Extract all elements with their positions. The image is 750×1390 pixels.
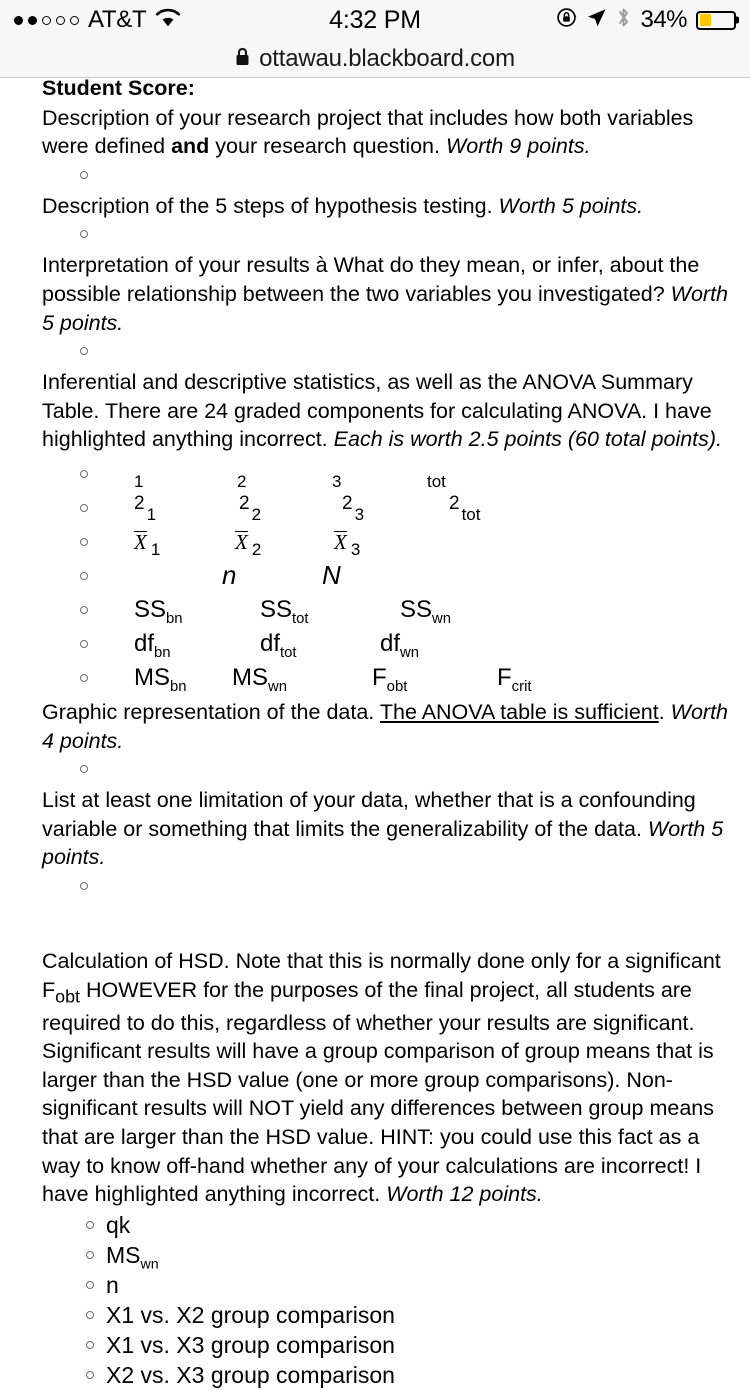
bullet-circle-icon bbox=[80, 882, 88, 890]
rubric-item-hypothesis-steps: Description of the 5 steps of hypothesis testing. Worth 5 points. bbox=[42, 193, 644, 218]
sub-bullet-empty bbox=[42, 756, 742, 786]
sum-squared-notation: $2_1$ bbox=[134, 492, 157, 524]
rubric-item-inferential-stats: Inferential and descriptive statistics, as well as the ANOVA Summary Table. There are 24 graded components for calculating ANOVA. I have highlighted anything incorrect. Each is worth 2.5 points (60 total points). bbox=[42, 370, 723, 452]
hsd-component-x1-vs-x2 bbox=[42, 1300, 742, 1330]
hsd-components-list bbox=[42, 1210, 742, 1390]
bullet-circle-icon bbox=[80, 504, 88, 512]
notation-row-ss-row bbox=[42, 594, 742, 628]
url-text: ottawau.blackboard.com bbox=[259, 44, 515, 72]
bullet-circle-icon bbox=[80, 538, 88, 546]
bullet-circle-icon bbox=[80, 765, 88, 773]
sum-subscript: tot bbox=[427, 471, 446, 491]
status-bar-left bbox=[14, 6, 329, 34]
sample-mean-notation: X $_2$ bbox=[235, 529, 262, 559]
rotation-lock-icon bbox=[556, 7, 577, 33]
signal-dot bbox=[56, 16, 65, 25]
anova-term: $MS_{wn}$ bbox=[232, 663, 288, 695]
bullet-circle-icon bbox=[80, 230, 88, 238]
bullet-circle-icon bbox=[86, 1311, 94, 1319]
notation-row-ms-row bbox=[42, 662, 742, 696]
anova-notation-block bbox=[42, 458, 742, 696]
sample-mean-notation: X $_3$ bbox=[334, 529, 361, 559]
hsd-component-n bbox=[42, 1270, 742, 1300]
hsd-component-label: X1 vs. X3 group comparison bbox=[106, 1331, 395, 1358]
anova-term: $df_{wn}$ bbox=[380, 629, 420, 661]
location-arrow-icon bbox=[586, 7, 607, 33]
ios-status-bar bbox=[0, 0, 750, 40]
notation-row-n-row bbox=[42, 560, 742, 594]
anova-term: $F_{obt}$ bbox=[372, 663, 408, 695]
sub-bullet-empty bbox=[42, 221, 742, 251]
sub-bullet-empty bbox=[42, 873, 742, 917]
sum-squared-notation: $2_2$ bbox=[239, 492, 262, 524]
sum-squared-notation: $2_3$ bbox=[342, 492, 365, 524]
page-title: Student Score: bbox=[42, 76, 195, 100]
bullet-circle-icon bbox=[80, 640, 88, 648]
rubric-item-interpretation: Interpretation of your results à What do they mean, or infer, about the possible relationship between the two variables you investigated? Worth 5 points. bbox=[42, 253, 729, 335]
signal-dot bbox=[14, 16, 23, 25]
anova-term: $F_{crit}$ bbox=[497, 663, 532, 695]
bullet-circle-icon bbox=[86, 1341, 94, 1349]
browser-url-bar[interactable] bbox=[0, 40, 750, 78]
hsd-component-qk bbox=[42, 1210, 742, 1240]
anova-term: $MS_{bn}$ bbox=[134, 663, 187, 695]
hsd-component-x1-vs-x3 bbox=[42, 1330, 742, 1360]
hsd-component-ms-wn bbox=[42, 1240, 742, 1273]
status-bar-right bbox=[421, 6, 736, 34]
sum-subscript: 3 bbox=[332, 471, 342, 491]
rubric-item-hsd-calculation: Calculation of HSD. Note that this is normally done only for a significant $F_{obt}$ HOWEVER for the purposes of the final project, all students are required to do this, regardless of whether your results are significant. Significant results will have a group comparison of group means that is larger than the HSD value (one or more group comparisons). Non-significant results will NOT yield any differences between group means that are larger than the HSD value. HINT: you could use this fact as a way to know off-hand whether any of your calculations are incorrect! I have highlighted anything incorrect. Worth 12 points. bbox=[42, 948, 721, 1207]
notation-row-xbar-row bbox=[42, 526, 742, 560]
clock-time: 4:32 PM bbox=[329, 5, 421, 34]
bullet-circle-icon bbox=[80, 347, 88, 355]
battery-icon bbox=[696, 11, 736, 30]
notation-row-sum-x-squared-row bbox=[42, 492, 742, 526]
anova-term: $SS_{wn}$ bbox=[400, 595, 452, 627]
rubric-item-research-project: Description of your research project that includes how both variables were defined and your research question. Worth 9 points. bbox=[42, 105, 694, 159]
hsd-component-x2-vs-x3 bbox=[42, 1360, 742, 1390]
anova-term: $SS_{tot}$ bbox=[260, 595, 309, 627]
anova-term: $df_{bn}$ bbox=[134, 629, 171, 661]
sample-size-notation: n bbox=[222, 559, 237, 590]
bullet-circle-icon bbox=[86, 1251, 94, 1259]
bullet-circle-icon bbox=[86, 1371, 94, 1379]
signal-dot bbox=[42, 16, 51, 25]
bullet-circle-icon bbox=[86, 1281, 94, 1289]
rubric-item-graphic-representation: Graphic representation of the data. The ANOVA table is sufficient. Worth 4 points. bbox=[42, 699, 729, 753]
bullet-circle-icon bbox=[80, 572, 88, 580]
sum-squared-notation: $2_{tot}$ bbox=[449, 492, 481, 524]
sub-bullet-empty bbox=[42, 162, 742, 192]
hsd-component-label: n bbox=[106, 1271, 119, 1298]
anova-term: $SS_{bn}$ bbox=[134, 595, 183, 627]
carrier-label: AT&T bbox=[88, 6, 147, 33]
battery-percent-label: 34% bbox=[640, 6, 688, 33]
hsd-component-label: X2 vs. X3 group comparison bbox=[106, 1361, 395, 1388]
sample-mean-notation: X $_1$ bbox=[134, 529, 161, 559]
lock-icon bbox=[235, 47, 250, 71]
hsd-component-label: $MS_{wn}$ bbox=[106, 1241, 159, 1273]
bullet-circle-icon bbox=[80, 470, 88, 478]
sum-subscript: 2 bbox=[237, 471, 247, 491]
rubric-item-limitation: List at least one limitation of your data, whether that is a confounding variable or something that limits the generalizability of the data. Worth 5 points. bbox=[42, 788, 724, 870]
bullet-circle-icon bbox=[80, 674, 88, 682]
bluetooth-icon bbox=[616, 6, 631, 34]
bullet-circle-icon bbox=[80, 171, 88, 179]
hsd-component-label: qk bbox=[106, 1211, 131, 1238]
sample-size-notation: N bbox=[322, 559, 341, 590]
notation-row-sum-x-row bbox=[42, 458, 742, 492]
signal-dot bbox=[28, 16, 37, 25]
wifi-icon bbox=[155, 8, 181, 32]
sum-subscript: 1 bbox=[134, 471, 144, 491]
signal-dot bbox=[70, 16, 79, 25]
document-body bbox=[0, 74, 750, 1390]
signal-strength-dots bbox=[14, 16, 79, 25]
bullet-circle-icon bbox=[86, 1221, 94, 1229]
sub-bullet-empty bbox=[42, 338, 742, 368]
notation-row-df-row bbox=[42, 628, 742, 662]
status-bar-center bbox=[329, 6, 421, 35]
anova-term: $df_{tot}$ bbox=[260, 629, 297, 661]
hsd-component-label: X1 vs. X2 group comparison bbox=[106, 1301, 395, 1328]
battery-fill-level bbox=[700, 14, 711, 26]
bullet-circle-icon bbox=[80, 606, 88, 614]
